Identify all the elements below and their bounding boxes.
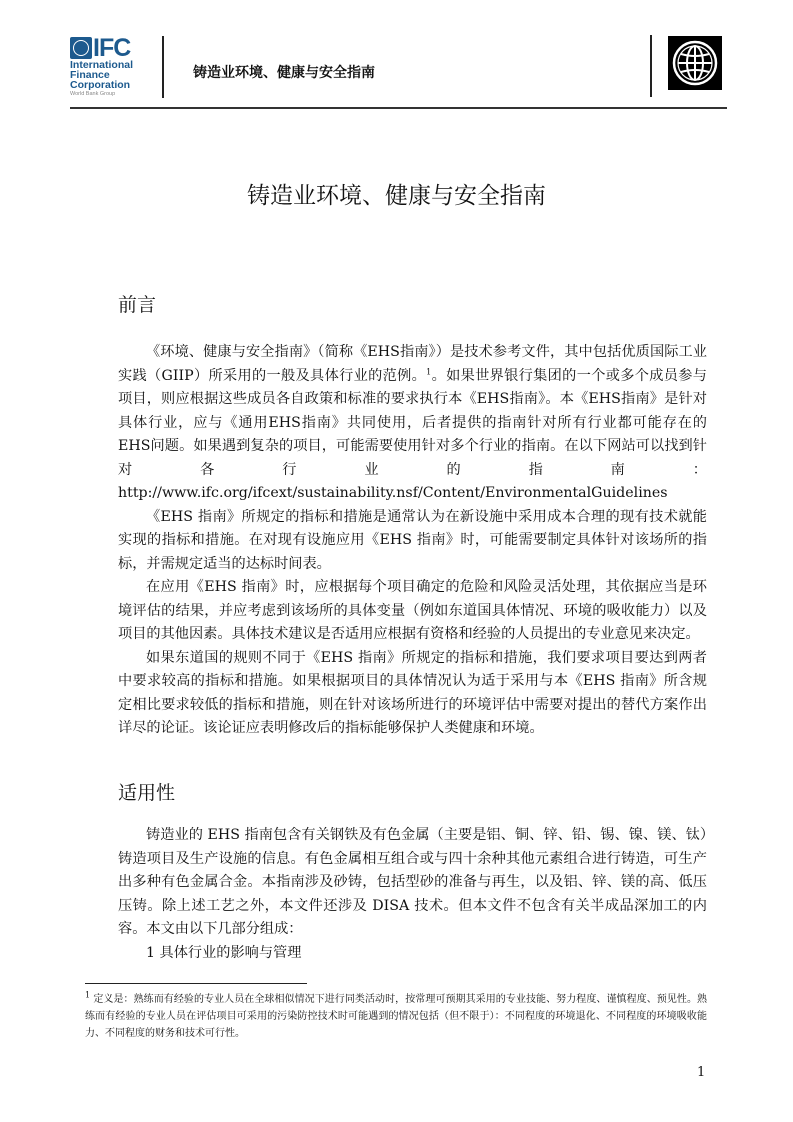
ifc-globe-icon bbox=[70, 37, 92, 59]
footnote-ref[interactable]: 1 bbox=[426, 366, 432, 376]
applicability-body bbox=[118, 824, 707, 965]
section-heading-applicability: 适用性 bbox=[118, 782, 176, 804]
footnote-rule bbox=[85, 983, 307, 984]
header-title: 铸造业环境、健康与安全指南 bbox=[193, 65, 375, 81]
header-divider-left bbox=[162, 36, 164, 98]
footnote-marker: 1 bbox=[85, 990, 91, 1000]
paragraph: 《环境、健康与安全指南》（简称《EHS指南》）是技术参考文件，其中包括优质国际工业实践（GIIP）所采用的一般及具体行业的范例。$^1$。如果世界银行集团的一个或多个成员参与项目，则应根据这些成员各自政策和标准的要求执行本《EHS指南》。本《EHS指南》是针对具体行业，应与《通用EHS指南》共同使用，后者提供的指南针对所有行业都可能存在的EHS问题。如果遇到复杂的项目，可能需要使用针对多个行业的指南。在以下网站可以找到针对各行业的指南：http://www.ifc.org/ifcext/sustainability.nsf/Content/EnvironmentalGuidelines bbox=[118, 344, 707, 501]
paragraph: 在应用《EHS 指南》时，应根据每个项目确定的危险和风险灵活处理，其依据应当是环境评估的结果，并应考虑到该场所的具体变量（例如东道国具体情况、环境的吸收能力）以及项目的其他因素。具体技术建议是否适用应根据有资格和经验的人员提出的专业意见来决定。 bbox=[118, 579, 707, 642]
page-header bbox=[0, 0, 793, 110]
header-rule bbox=[70, 107, 727, 109]
document-title: 铸造业环境、健康与安全指南 bbox=[247, 183, 546, 209]
ifc-logo-line-3: Corporation bbox=[70, 79, 131, 91]
paragraph: 《EHS 指南》所规定的指标和措施是通常认为在新设施中采用成本合理的现有技术就能实现的指标和措施。在对现有设施应用《EHS 指南》时，可能需要制定具体针对该场所的指标，并需规定适当的达标时间表。 bbox=[118, 508, 707, 572]
ifc-logo bbox=[70, 36, 150, 98]
ifc-logo-subline: World Bank Group bbox=[70, 91, 116, 97]
header-divider-right bbox=[650, 35, 652, 97]
preface-body bbox=[118, 341, 707, 741]
footnote bbox=[85, 991, 707, 1042]
footnote-text: 定义是：熟练而有经验的专业人员在全球相似情况下进行同类活动时，按常理可预期其采用的专业技能、努力程度、谨慎程度、预见性。熟练而有经验的专业人员在评估项目可采用的污染防控技术时可能遇到的情况包括（但不限于）：不同程度的环境退化、不同程度的环境吸收能力、不同程度的财务和技术可行性。 bbox=[85, 994, 708, 1039]
page-number: 1 bbox=[697, 1065, 706, 1080]
section-heading-preface: 前言 bbox=[118, 294, 157, 316]
list-item: 1 具体行业的影响与管理 bbox=[146, 944, 302, 961]
ifc-logo-line-1: International bbox=[70, 59, 134, 71]
ifc-logo-line-2: Finance bbox=[70, 69, 110, 81]
world-bank-globe-icon bbox=[668, 36, 722, 90]
ifc-logo-mark: IFC bbox=[93, 34, 131, 62]
paragraph: 铸造业的 EHS 指南包含有关钢铁及有色金属（主要是铝、铜、锌、铅、锡、镍、镁、钛）铸造项目及生产设施的信息。有色金属相互组合或与四十余种其他元素组合进行铸造，可生产出多种有色金属合金。本指南涉及砂铸，包括型砂的准备与再生，以及铝、锌、镁的高、低压压铸。除上述工艺之外，本文件还涉及 DISA 技术。但本文件不包含有关半成品深加工的内容。本文由以下几部分组成： bbox=[118, 827, 707, 937]
paragraph: 如果东道国的规则不同于《EHS 指南》所规定的指标和措施，我们要求项目要达到两者中要求较高的指标和措施。如果根据项目的具体情况认为适于采用与本《EHS 指南》所含规定相比要求较低的指标和措施，则在针对该场所进行的环境评估中需要对提出的替代方案作出详尽的论证。该论证应表明修改后的指标能够保护人类健康和环境。 bbox=[118, 649, 707, 736]
